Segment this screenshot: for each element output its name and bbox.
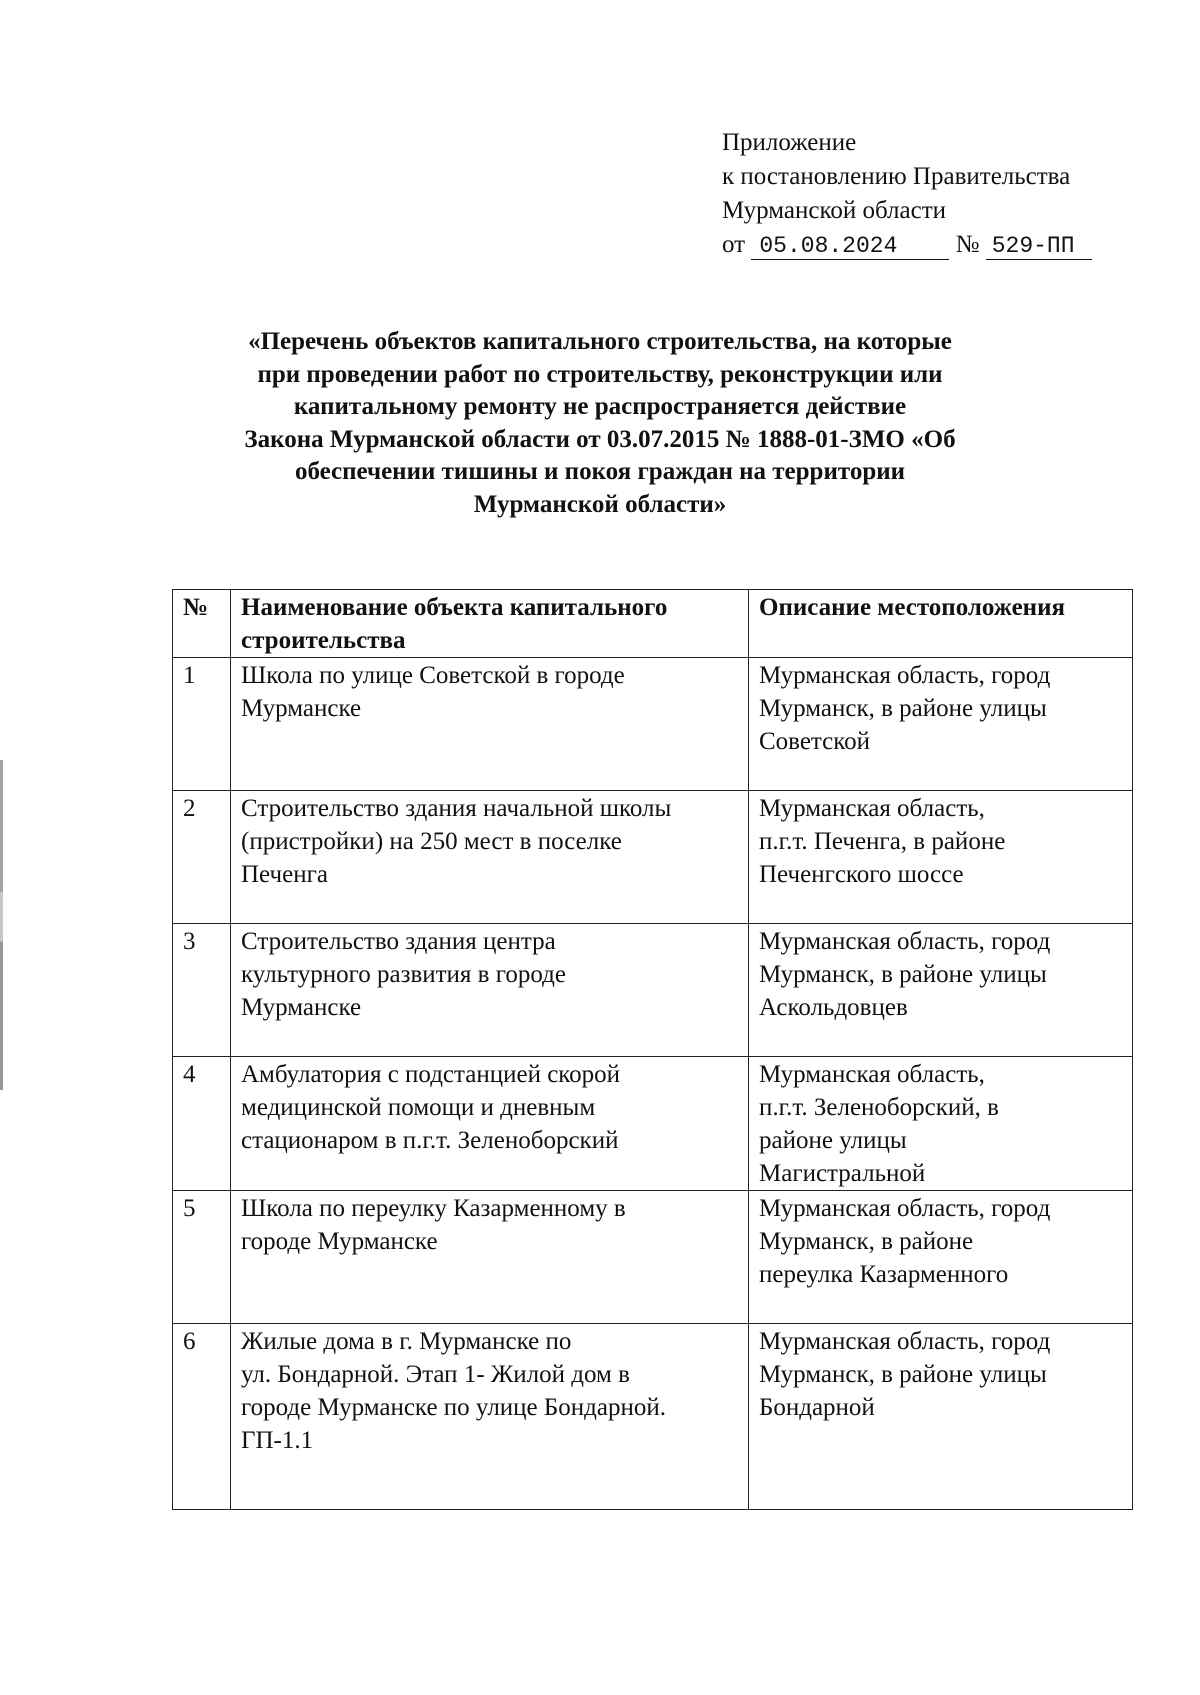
row-number: 1 xyxy=(173,658,231,791)
location-line: Мурманская область, город xyxy=(759,1328,1051,1355)
title-line: при проведении работ по строительству, реконструкции или xyxy=(257,360,943,388)
document-title xyxy=(180,326,1020,521)
header-name-line: строительства xyxy=(241,627,406,654)
object-name xyxy=(231,924,749,1057)
location-line: п.г.т. Зеленоборский, в xyxy=(759,1094,999,1121)
location-line: Мурманск, в районе улицы xyxy=(759,961,1047,988)
location-line: п.г.т. Печенга, в районе xyxy=(759,828,1006,855)
object-name-line: Мурманске xyxy=(241,994,362,1021)
location-line: районе улицы xyxy=(759,1127,907,1154)
appendix-line-2: к постановлению Правительства xyxy=(722,163,1071,190)
appendix-line-1: Приложение xyxy=(722,129,857,156)
object-name-line: Строительство здания начальной школы xyxy=(241,795,672,822)
location-line: Мурманск, в районе улицы xyxy=(759,695,1047,722)
object-location xyxy=(749,791,1133,924)
header-name-line: Наименование объекта капитального xyxy=(241,594,668,621)
number-prefix: № xyxy=(955,231,980,258)
object-location xyxy=(749,1191,1133,1324)
object-location xyxy=(749,658,1133,791)
object-name-line: городе Мурманске по улице Бондарной. xyxy=(241,1394,666,1421)
location-line: Советской xyxy=(759,728,871,755)
location-line: Мурманск, в районе xyxy=(759,1228,974,1255)
object-name-line: стационаром в п.г.т. Зеленоборский xyxy=(241,1127,619,1154)
table-row xyxy=(173,658,1133,791)
object-name-line: ГП-1.1 xyxy=(241,1427,314,1454)
location-line: Мурманск, в районе улицы xyxy=(759,1361,1047,1388)
object-name-line: Строительство здания центра xyxy=(241,928,556,955)
object-name-line: Печенга xyxy=(241,861,328,888)
row-number: 6 xyxy=(173,1324,231,1510)
row-number: 4 xyxy=(173,1057,231,1191)
object-name xyxy=(231,1324,749,1510)
location-line: Мурманская область, xyxy=(759,795,985,822)
title-line: «Перечень объектов капитального строительства, на которые xyxy=(248,328,952,355)
location-line: Мурманская область, город xyxy=(759,928,1051,955)
location-line: переулка Казарменного xyxy=(759,1261,1009,1288)
location-line: Магистральной xyxy=(759,1160,926,1187)
object-name xyxy=(231,1191,749,1324)
header-number: № xyxy=(173,590,231,658)
row-number: 2 xyxy=(173,791,231,924)
table-row xyxy=(173,924,1133,1057)
location-line: Мурманская область, город xyxy=(759,1195,1051,1222)
object-name-line: Школа по улице Советской в городе xyxy=(241,662,625,689)
appendix-date-line xyxy=(722,228,1162,262)
title-line: капитальному ремонту не распространяется действие xyxy=(293,393,907,420)
object-name-line: Мурманске xyxy=(241,695,362,722)
object-location xyxy=(749,924,1133,1057)
row-number: 3 xyxy=(173,924,231,1057)
table-row xyxy=(173,1191,1133,1324)
resolution-number: 529-ПП xyxy=(986,233,1092,260)
object-location xyxy=(749,1057,1133,1191)
location-line: Печенгского шоссе xyxy=(759,861,964,888)
object-name-line: Жилые дома в г. Мурманске по xyxy=(241,1328,572,1355)
table-row xyxy=(173,791,1133,924)
object-name xyxy=(231,658,749,791)
appendix-block xyxy=(722,126,1162,262)
table-header-row xyxy=(173,590,1133,658)
location-line: Аскольдовцев xyxy=(759,994,908,1021)
objects-table xyxy=(172,589,1133,1510)
object-name xyxy=(231,791,749,924)
object-name-line: культурного развития в городе xyxy=(241,961,566,988)
object-name-line: Амбулатория с подстанцией скорой xyxy=(241,1061,621,1088)
location-line: Мурманская область, город xyxy=(759,662,1051,689)
object-name-line: (пристройки) на 250 мест в поселке xyxy=(241,828,622,855)
object-location xyxy=(749,1324,1133,1510)
object-name-line: Школа по переулку Казарменному в xyxy=(241,1195,626,1222)
location-line: Бондарной xyxy=(759,1394,875,1421)
object-name-line: медицинской помощи и дневным xyxy=(241,1094,596,1121)
scan-edge-artifact xyxy=(0,760,3,1090)
table-row xyxy=(173,1057,1133,1191)
header-location: Описание местоположения xyxy=(749,590,1133,658)
resolution-date: 05.08.2024 xyxy=(751,233,949,260)
date-prefix: от xyxy=(722,231,746,258)
table-row xyxy=(173,1324,1133,1510)
appendix-line-3: Мурманской области xyxy=(722,197,947,224)
title-line: Мурманской области» xyxy=(473,490,727,518)
location-line: Мурманская область, xyxy=(759,1061,985,1088)
object-name-line: ул. Бондарной. Этап 1- Жилой дом в xyxy=(241,1361,630,1388)
row-number: 5 xyxy=(173,1191,231,1324)
header-object-name xyxy=(231,590,749,658)
object-name xyxy=(231,1057,749,1191)
title-line: Закона Мурманской области от 03.07.2015 № 1888-01-ЗМО «Об xyxy=(244,425,956,453)
title-line: обеспечении тишины и покоя граждан на территории xyxy=(294,458,906,485)
object-name-line: городе Мурманске xyxy=(241,1228,438,1255)
